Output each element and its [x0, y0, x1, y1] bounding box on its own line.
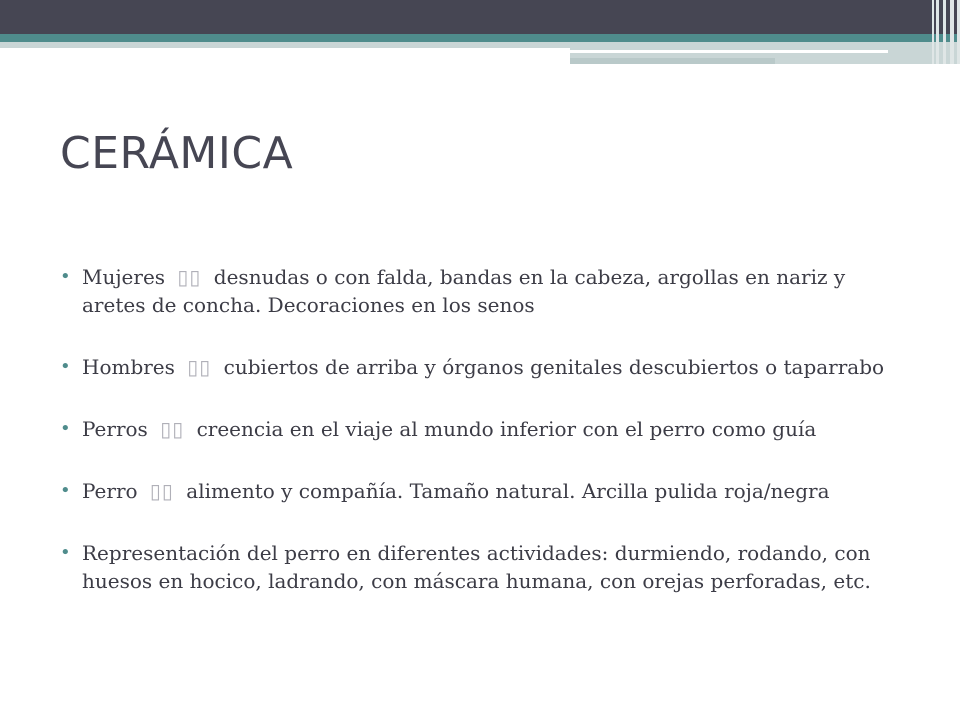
header-band-teal	[0, 34, 960, 42]
bullet-term: Hombres	[82, 355, 175, 379]
header-vertical-stripes	[926, 0, 960, 64]
bullet-text: cubiertos de arriba y órganos genitales descubiertos o taparrabo	[223, 355, 885, 379]
bullet-item	[60, 353, 910, 381]
bullet-term: Perro	[82, 479, 138, 503]
bullet-dot-icon: •	[60, 542, 71, 563]
bullet-item	[60, 477, 910, 505]
header-band-light	[0, 42, 570, 48]
bullet-text: desnudas o con falda, bandas en la cabeza, argollas en nariz y aretes de concha. Decoraciones en los senos	[82, 265, 846, 317]
bullet-text: alimento y compañía. Tamaño natural. Arcilla pulida roja/negra	[186, 479, 830, 503]
separator-glyph: ▯▯	[160, 417, 185, 441]
bullet-term: Perros	[82, 417, 148, 441]
bullet-item	[60, 415, 910, 443]
bullet-dot-icon: •	[60, 418, 71, 439]
bullet-dot-icon: •	[60, 480, 71, 501]
bullet-dot-icon: •	[60, 266, 71, 287]
bullet-list	[60, 263, 910, 595]
bullet-item	[60, 263, 910, 319]
bullet-term: Mujeres	[82, 265, 166, 289]
bullet-text: Representación del perro en diferentes actividades: durmiendo, rodando, con huesos en hocico, ladrando, con máscara humana, con orejas perforadas, etc.	[82, 541, 871, 593]
header-band-dark	[0, 0, 960, 34]
header-band-under	[570, 58, 775, 64]
header-divider-line	[570, 50, 888, 53]
bullet-text: creencia en el viaje al mundo inferior con el perro como guía	[196, 417, 817, 441]
separator-glyph: ▯▯	[149, 479, 174, 503]
separator-glyph: ▯▯	[177, 265, 202, 289]
slide-title: CERÁMICA	[60, 128, 294, 179]
bullet-dot-icon: •	[60, 356, 71, 377]
bullet-item	[60, 539, 910, 595]
separator-glyph: ▯▯	[187, 355, 212, 379]
